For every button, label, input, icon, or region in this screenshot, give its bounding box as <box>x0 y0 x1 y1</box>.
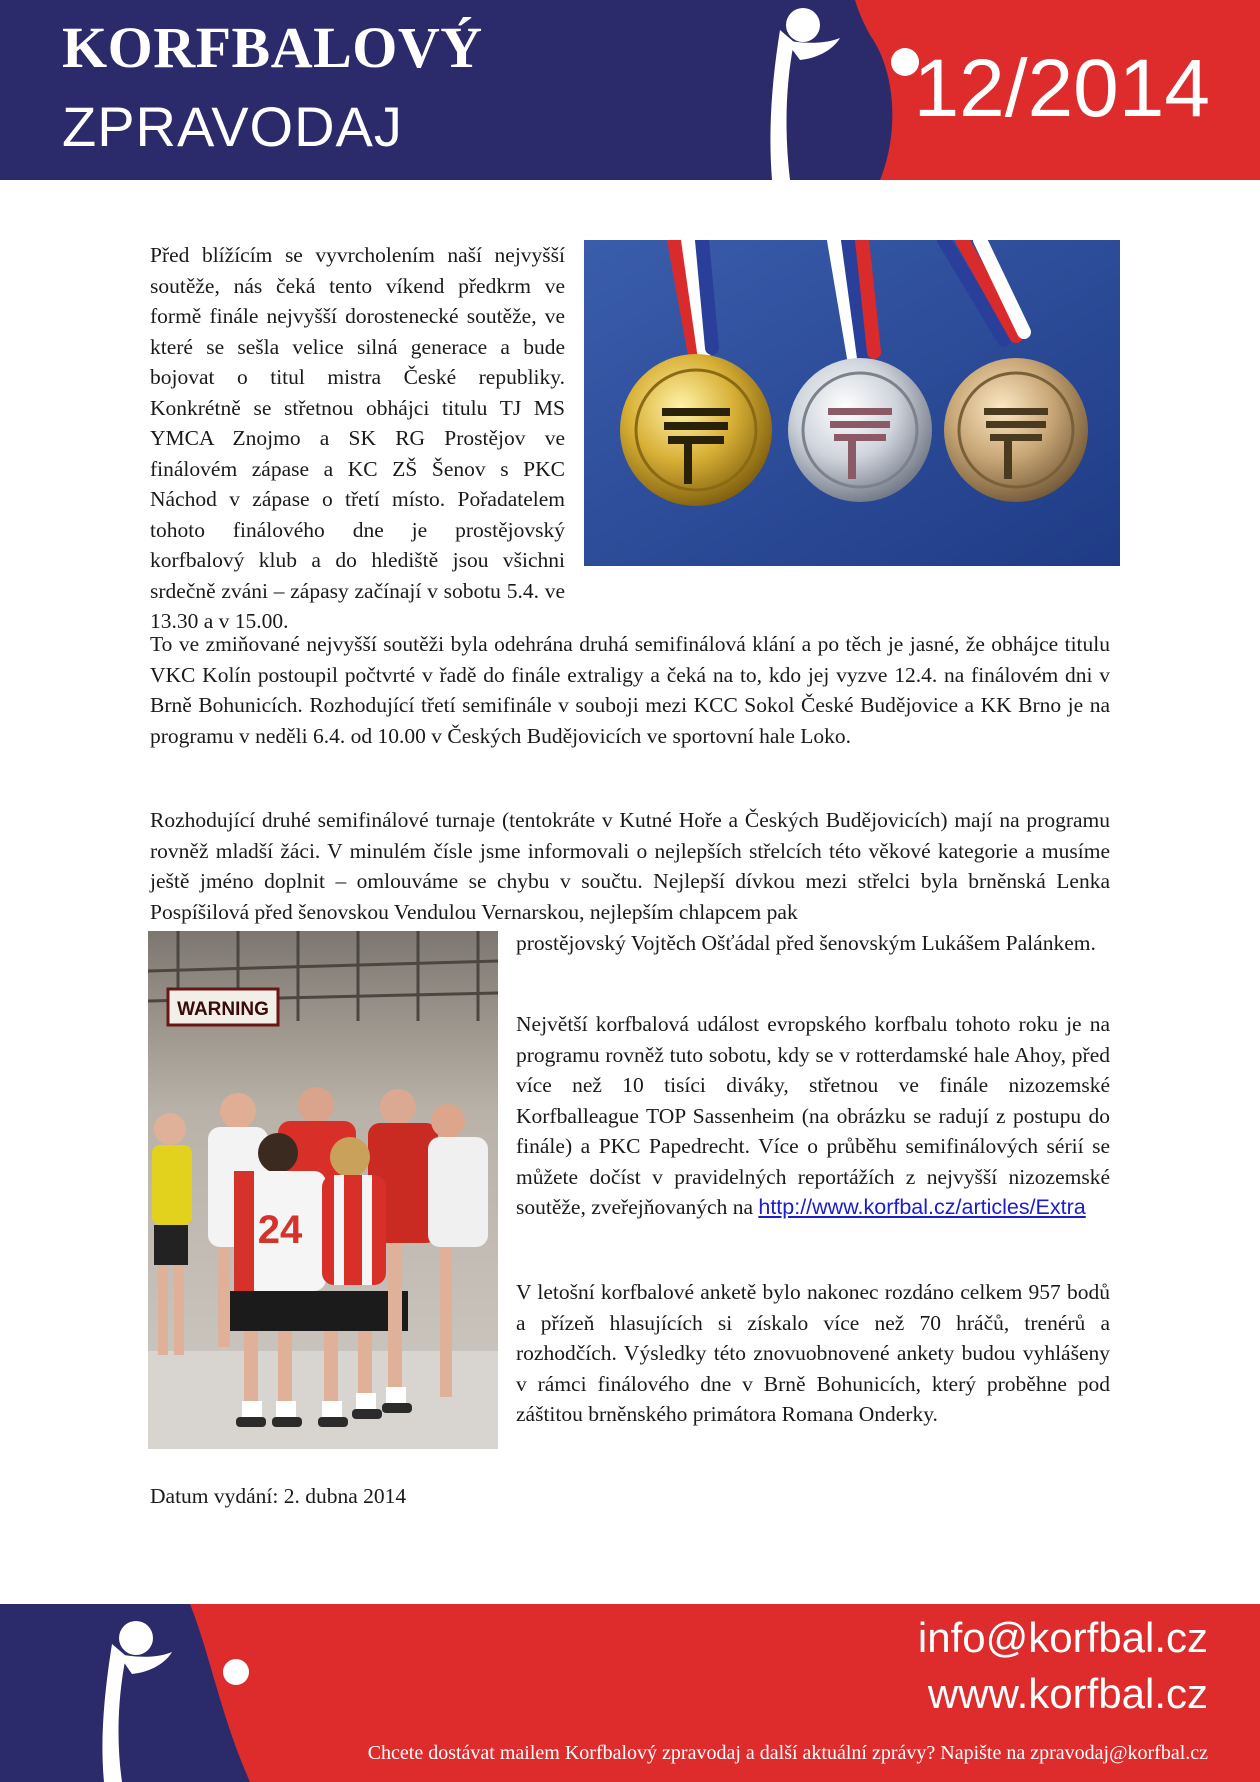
svg-text:24: 24 <box>257 1208 303 1252</box>
paragraph-survey: V letošní korfbalové anketě bylo nakonec rozdáno celkem 957 bodů a přízeň hlasujících si získalo více než 70 hráčů, trenérů a rozhodčích. Výsledky této znovuobnovené ankety budou vyhlášeny v rámci finálového dne v Brně Bohunicích, který proběhne pod záštitou brněnského primátora Romana Onderky. <box>516 1280 1110 1426</box>
paragraph-younger-pupils: Rozhodující druhé semifinálové turnaje (tentokráte v Kutné Hoře a Českých Budějovicích) mají na programu rovněž mladší žáci. V minulém čísle jsme informovali o nejlepších střelcích této věkové kategorie a musíme ještě jméno doplnit – omlouváme se chybu v součtu. Nejlepší dívkou mezi střelci byla brněnská Lenka Pospíšilová před šenovskou Vendulou Vernarskou, nejlepším chlapcem pak <box>150 808 1110 924</box>
logo-head-icon <box>786 8 820 42</box>
silver-medal <box>788 358 932 502</box>
issue-date: Datum vydání: 2. dubna 2014 <box>150 1484 407 1508</box>
website-url[interactable]: www.korfbal.cz <box>927 1670 1208 1717</box>
footer-logo-head-icon <box>119 1621 153 1655</box>
extra-articles-link[interactable]: http://www.korfbal.cz/articles/Extra <box>758 1195 1086 1219</box>
paragraph-extraliga-semifinal: To ve zmiňované nejvyšší soutěži byla odehrána druhá semifinálová klání a po těch je jasné, že obhájce titulu VKC Kolín postoupil počtvrté v řadě do finále extraligy a čeká na to, kdo jej vyzve 12.4. na finálovém dni v Brně Bohunicích. Rozhodující třetí semifinále v souboji mezi KCC Sokol České Budějovice a KK Brno je na programu v neděli 6.4. od 10.00 v Českých Budějovicích ve sportovní hale Loko. <box>150 632 1110 748</box>
contact-email[interactable]: info@korfbal.cz <box>917 1614 1208 1661</box>
paragraph-dutch-final-text: Největší korfbalová událost evropského korfbalu tohoto roku je na programu rovněž tuto sobotu, kdy se v rotterdamské hale Ahoy, před více než 10 tisíci diváky, střetnou ve finále nizozemské Korfballeague TOP Sassenheim (na obrázku se radují z postupu do finále) a PKC Papedrecht. Více o průběhu semifinálových sérií se můžete dočíst v pravidelných reportážích z nejvyšší nizozemské soutěže, zveřejňovaných na <box>516 1012 1110 1219</box>
newsletter-subtitle: ZPRAVODAJ <box>62 95 403 158</box>
paragraph-dorost-final: Před blížícím se vyvrcholením naší nejvyšší soutěže, nás čeká tento víkend předkrm ve formě finále nejvyšší dorostenecké soutěže, ve které se sešla velice silná generace a bude bojovat o titul mistra České republiky. Konkrétně se střetnou obhájci titulu TJ MS YMCA Znojmo a SK RG Prostějov ve finálovém zápase a KC ZŠ Šenov s PKC Náchod v zápase o třetí místo. Pořadatelem tohoto finálového dne je prostějovský korfbalový klub a do hlediště jsou všichni srdečně zváni – zápasy začínají v sobotu 5.4. ve 13.30 a v 15.00. <box>150 243 565 633</box>
footer-logo-ball-icon <box>223 1659 249 1685</box>
team-celebration-photo <box>148 931 498 1449</box>
medals-photo <box>584 240 1120 566</box>
issue-number: 12/2014 <box>913 43 1210 134</box>
newsletter-title: KORFBALOVÝ <box>62 15 483 80</box>
bronze-medal <box>944 358 1088 502</box>
svg-text:WARNING: WARNING <box>177 999 269 1020</box>
header-banner <box>0 0 1260 180</box>
footer-banner <box>0 1604 1260 1782</box>
subscribe-note: Chcete dostávat mailem Korfbalový zpravodaj a další aktuální zprávy? Napište na zpravodaj@korfbal.cz <box>367 1742 1208 1764</box>
paragraph-younger-pupils-end: prostějovský Vojtěch Ošťádal před šenovským Lukášem Palánkem. <box>516 931 1096 955</box>
paragraph-dutch-final <box>516 1009 1110 1223</box>
